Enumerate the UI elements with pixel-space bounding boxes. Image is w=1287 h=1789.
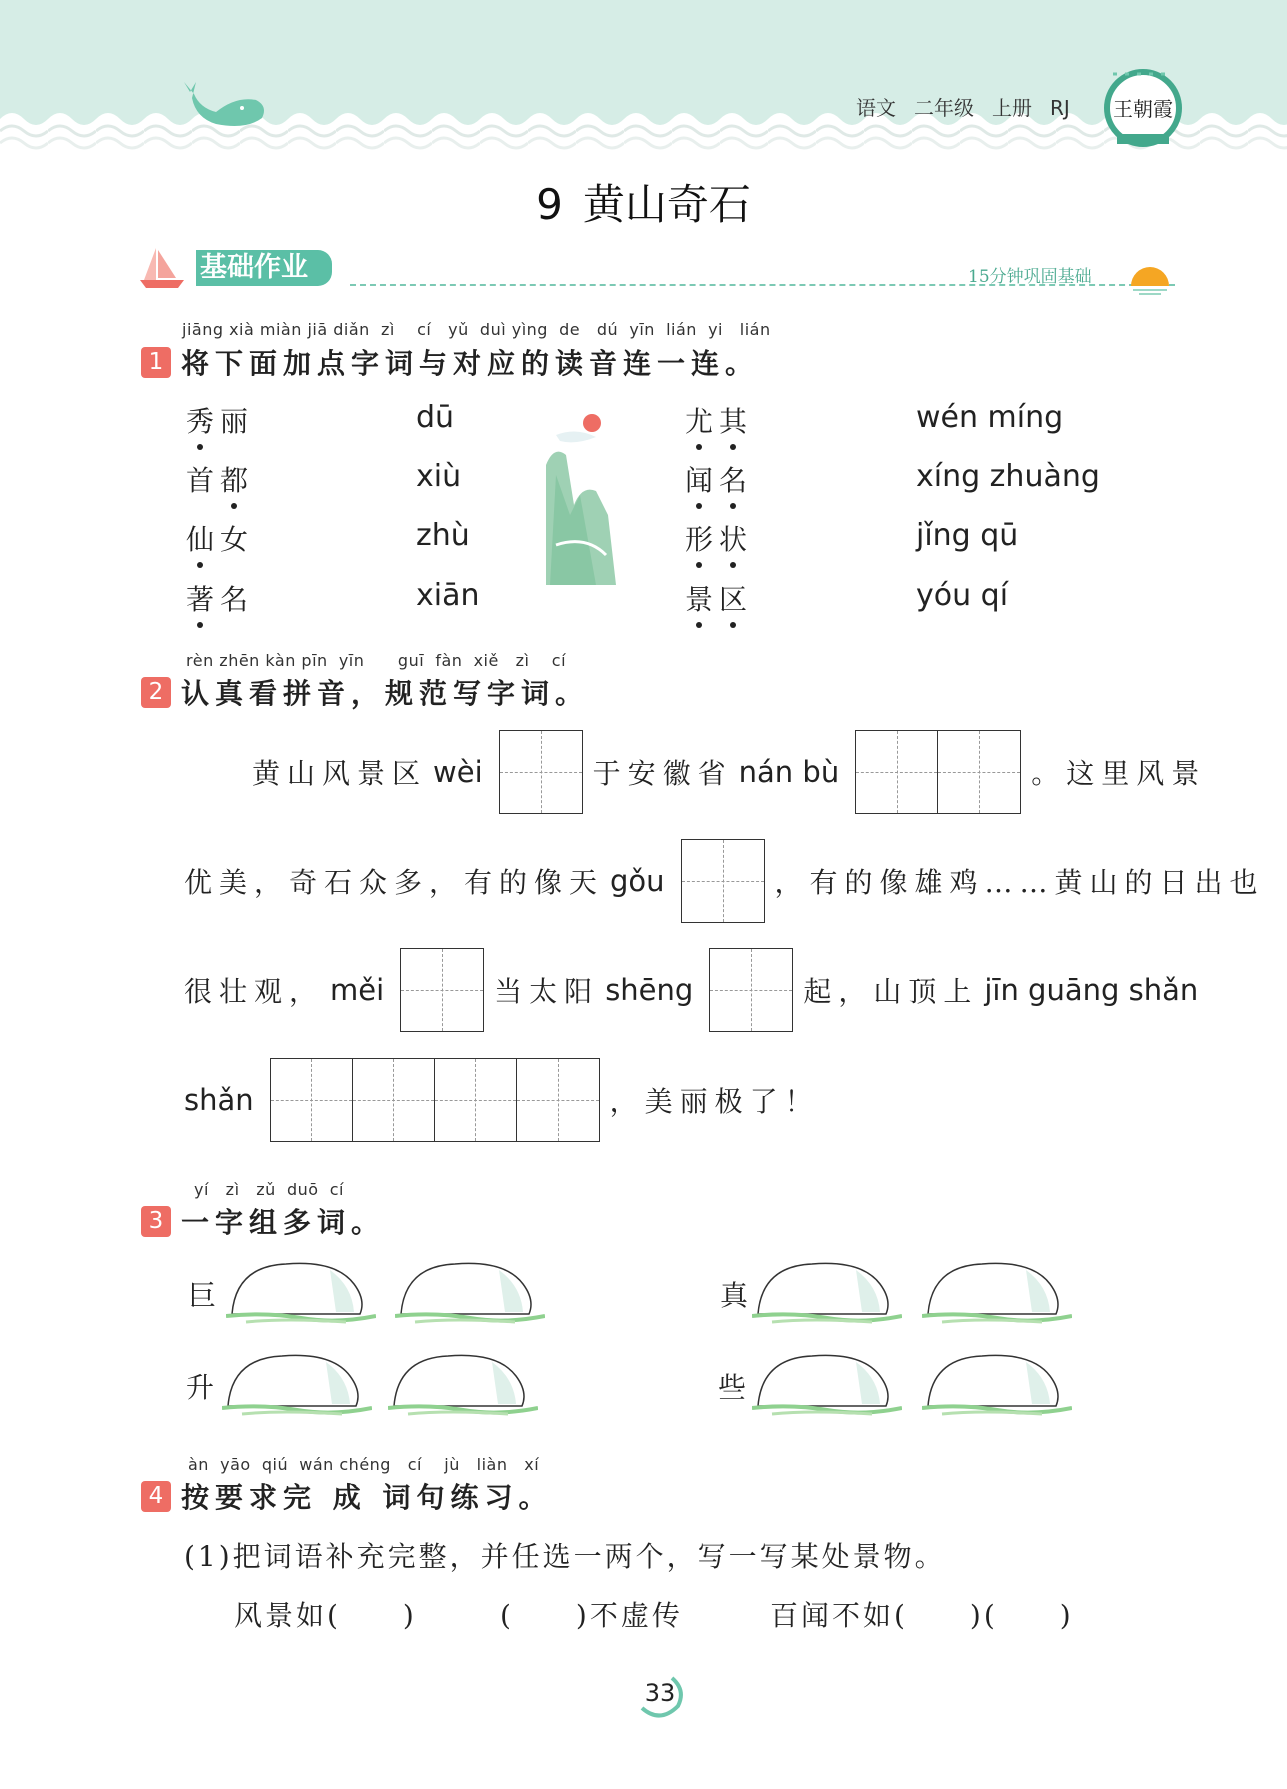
writing-box[interactable] [270,1058,600,1142]
q3-char: 升 [186,1371,215,1404]
q4-idiom-blank[interactable]: 百闻不如( )( ) [770,1599,1074,1632]
q1-pinyin-option: jǐng qū [916,518,1019,553]
q4-number: 4 [141,1481,171,1512]
answer-stone-field[interactable] [922,1256,1072,1326]
q1-pinyin-option: xiù [416,459,462,494]
q4-heading: 4 按要求完 成 词句练习。 [141,1476,553,1516]
q3-number: 3 [141,1206,171,1237]
writing-box[interactable] [855,730,1021,814]
q2-heading: 2 认真看拼音，规范写字词。 [141,672,589,712]
q1-pinyin-option: xíng zhuàng [916,459,1100,494]
q1-pinyin-option: zhù [416,518,470,553]
q1-pinyin-option: yóu qí [916,578,1009,613]
q2-pinyin: rèn zhēn kàn pīn yīn guī fàn xiě zì cí [186,651,567,670]
q1-word: 仙女 [186,518,254,558]
q3-char: 真 [720,1279,749,1312]
q1-word: 闻名 [685,459,753,499]
q4-idiom-blank[interactable]: 风景如( ) [234,1599,417,1632]
q4-subquestion: (1)把词语补充完整，并任选一两个，写一写某处景物。 [184,1540,946,1573]
answer-stone-field[interactable] [922,1348,1072,1418]
q3-char: 些 [718,1371,747,1404]
q1-number: 1 [141,347,171,378]
section-time-note: 15分钟巩固基础 [968,267,1092,287]
q3-char: 巨 [188,1279,217,1312]
q4-pinyin: àn yāo qiú wán chéng cí jù liàn xí [188,1455,540,1474]
section-label: 基础作业 [196,250,332,286]
answer-stone-field[interactable] [395,1256,545,1326]
q2-line-4: shǎn ，美丽极了！ [184,1058,820,1142]
brand-logo-icon [1103,60,1183,150]
book-info: 语文 二年级 上册 RJ [856,96,1070,120]
q1-pinyin-option: xiān [416,578,480,613]
whale-icon [176,78,274,130]
q1-word: 首都 [186,459,254,499]
writing-box[interactable] [400,948,484,1032]
q4-idiom-blank[interactable]: ( )不虚传 [500,1599,683,1632]
sunrise-icon [1125,262,1175,296]
q1-word: 尤其 [685,400,753,440]
page-number: 33 [644,1679,676,1707]
q2-line-1: 黄山风景区 wèi 于安徽省 nán bù 。这里风景 [252,730,1206,814]
q2-line-3: 很壮观， měi 当太阳 shēng 起，山顶上 jīn guāng shǎn [184,948,1204,1032]
answer-stone-field[interactable] [752,1348,902,1418]
answer-stone-field[interactable] [752,1256,902,1326]
q1-pinyin-option: dū [416,400,455,435]
writing-box[interactable] [681,839,765,923]
q1-word: 景区 [685,578,753,618]
q1-word: 著名 [186,578,254,618]
q2-number: 2 [141,677,171,708]
lesson-title: 9 黄山奇石 [536,180,751,229]
writing-box[interactable] [499,730,583,814]
q1-word: 形状 [685,518,753,558]
huangshan-mountain-illustration [536,405,628,595]
answer-stone-field[interactable] [388,1348,538,1418]
q3-heading: 3 一字组多词。 [141,1201,385,1241]
q1-word: 秀丽 [186,400,254,440]
q2-line-2: 优美，奇石众多，有的像天 gǒu ，有的像雄鸡……黄山的日出也 [184,839,1265,923]
q3-pinyin: yí zì zǔ duō cí [194,1180,344,1199]
writing-box[interactable] [709,948,793,1032]
answer-stone-field[interactable] [222,1348,372,1418]
q1-heading: 1 将下面加点字词与对应的读音连一连。 [141,342,759,382]
q1-pinyin: jiāng xià miàn jiā diǎn zì cí yǔ duì yìng de dú yīn lián yi lián [182,320,771,339]
q1-pinyin-option: wén míng [916,400,1064,435]
answer-stone-field[interactable] [226,1256,376,1326]
svg-text:王朝霞: 王朝霞 [1113,97,1173,121]
